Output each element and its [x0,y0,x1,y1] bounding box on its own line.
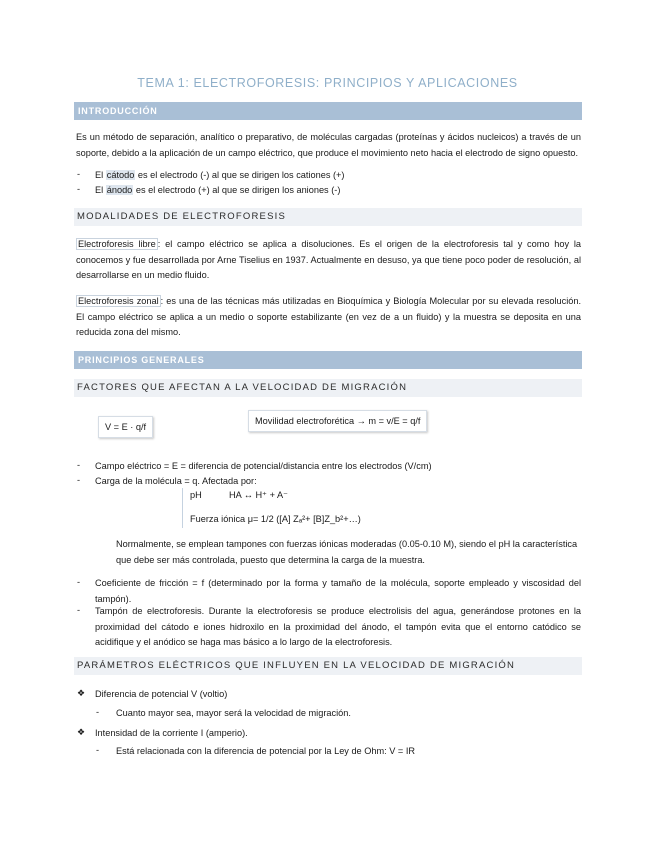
cathode-word: cátodo [106,170,135,180]
ionic-strength-formula: Fuerza iónica μ= 1/2 ([A] Zₐ²+ [B]Z_b²+…) [190,514,361,524]
page-title: TEMA 1: ELECTROFORESIS: PRINCIPIOS Y APLICACIONES [137,76,518,90]
anode-post: es el electrodo (+) al que se dirigen los aniones (-) [133,185,341,195]
anode-item [95,183,340,198]
anode-word: ánodo [106,185,133,195]
section-header-introduccion: INTRODUCCIÓN [74,102,582,120]
buffer-item: Tampón de electroforesis. Durante la electroforesis se produce electrolisis del agua, generándose protones en la proximidad del cátodo e iones hidroxilo en la proximidad del ánodo, el tampón evita que el entorno catódico se acidifique y el anódico se haga mas básico a lo largo de la electroforesis. [95,606,581,647]
subsection-modalidades: MODALIDADES DE ELECTROFORESIS [74,208,582,226]
bullet-dash: - [96,707,100,717]
cathode-pre: El [95,170,106,180]
free-electrophoresis-paragraph [76,237,581,284]
cathode-item [95,168,344,183]
section-header-principios: PRINCIPIOS GENERALES [74,351,582,369]
free-electrophoresis-text: : el campo eléctrico se aplica a disoluciones. Es el origen de la electroforesis tal y como hoy la conocemos y fue desarrollada por Arne Tiselius en 1937. Actualmente en desuso, ya que tiene poco poder de resolución, al desarrollarse en un medio fluido. [76,239,581,280]
star-bullet-icon: ❖ [77,688,86,698]
free-electrophoresis-label: Electroforesis libre [78,239,156,249]
bullet-dash: - [77,460,81,470]
ph-equation: HA ↔ H⁺ + A⁻ [229,490,288,500]
anode-pre: El [95,185,106,195]
formula-mobility: Movilidad electroforética → m = v/E = q/f [248,410,427,432]
zonal-electrophoresis-label: Electroforesis zonal [78,296,159,306]
bullet-dash: - [77,475,81,485]
bullet-dash: - [77,605,81,615]
buffer-note: Normalmente, se emplean tampones con fuerzas iónicas moderadas (0.05-0.10 M), siendo el pH la característica que debe ser más controlada, puesto que determina la carga de la muestra. [116,539,578,565]
ph-label: pH [190,490,202,500]
potential-sub: Cuanto mayor sea, mayor será la velocidad de migración. [116,708,351,718]
bullet-dash: - [77,169,81,179]
current-sub: Está relacionada con la diferencia de potencial por la Ley de Ohm: V = IR [116,746,416,756]
zonal-electrophoresis-text: : es una de las técnicas más utilizadas en Bioquímica y Biología Molecular por su elevada resolución. El campo eléctrico se aplica a un medio o soporte estabilizante (en vez de a un fluido) y la muestra se deposita en una reducida zona del mismo. [76,296,582,337]
bullet-dash: - [77,184,81,194]
charge-item: Carga de la molécula = q. Afectada por: [95,476,257,486]
zonal-electrophoresis-paragraph [76,294,581,341]
field-item: Campo eléctrico = E = diferencia de potencial/distancia entre los electrodos (V/cm) [95,461,432,471]
star-bullet-icon: ❖ [77,727,86,737]
charge-factors-bracket [182,488,183,528]
friction-item: Coeficiente de fricción = f (determinado por la forma y tamaño de la molécula, soporte empleado y viscosidad del tampón). [95,578,581,604]
current-item: Intensidad de la corriente I (amperio). [95,728,248,738]
formula-velocity: V = E · q/f [98,416,153,438]
intro-paragraph: Es un método de separación, analítico o preparativo, de moléculas cargadas (proteínas y ácidos nucleicos) a través de un soporte, debido a la aplicación de un campo eléctrico, que produce el movimiento neto hacia el electrodo de signo opuesto. [76,132,581,158]
subsection-factores: FACTORES QUE AFECTAN A LA VELOCIDAD DE MIGRACIÓN [74,379,582,397]
bullet-dash: - [96,745,100,755]
bullet-dash: - [77,577,81,587]
potential-item: Diferencia de potencial V (voltio) [95,689,228,699]
cathode-post: es el electrodo (-) al que se dirigen los cationes (+) [135,170,345,180]
subsection-parametros: PARÁMETROS ELÉCTRICOS QUE INFLUYEN EN LA VELOCIDAD DE MIGRACIÓN [74,657,582,675]
